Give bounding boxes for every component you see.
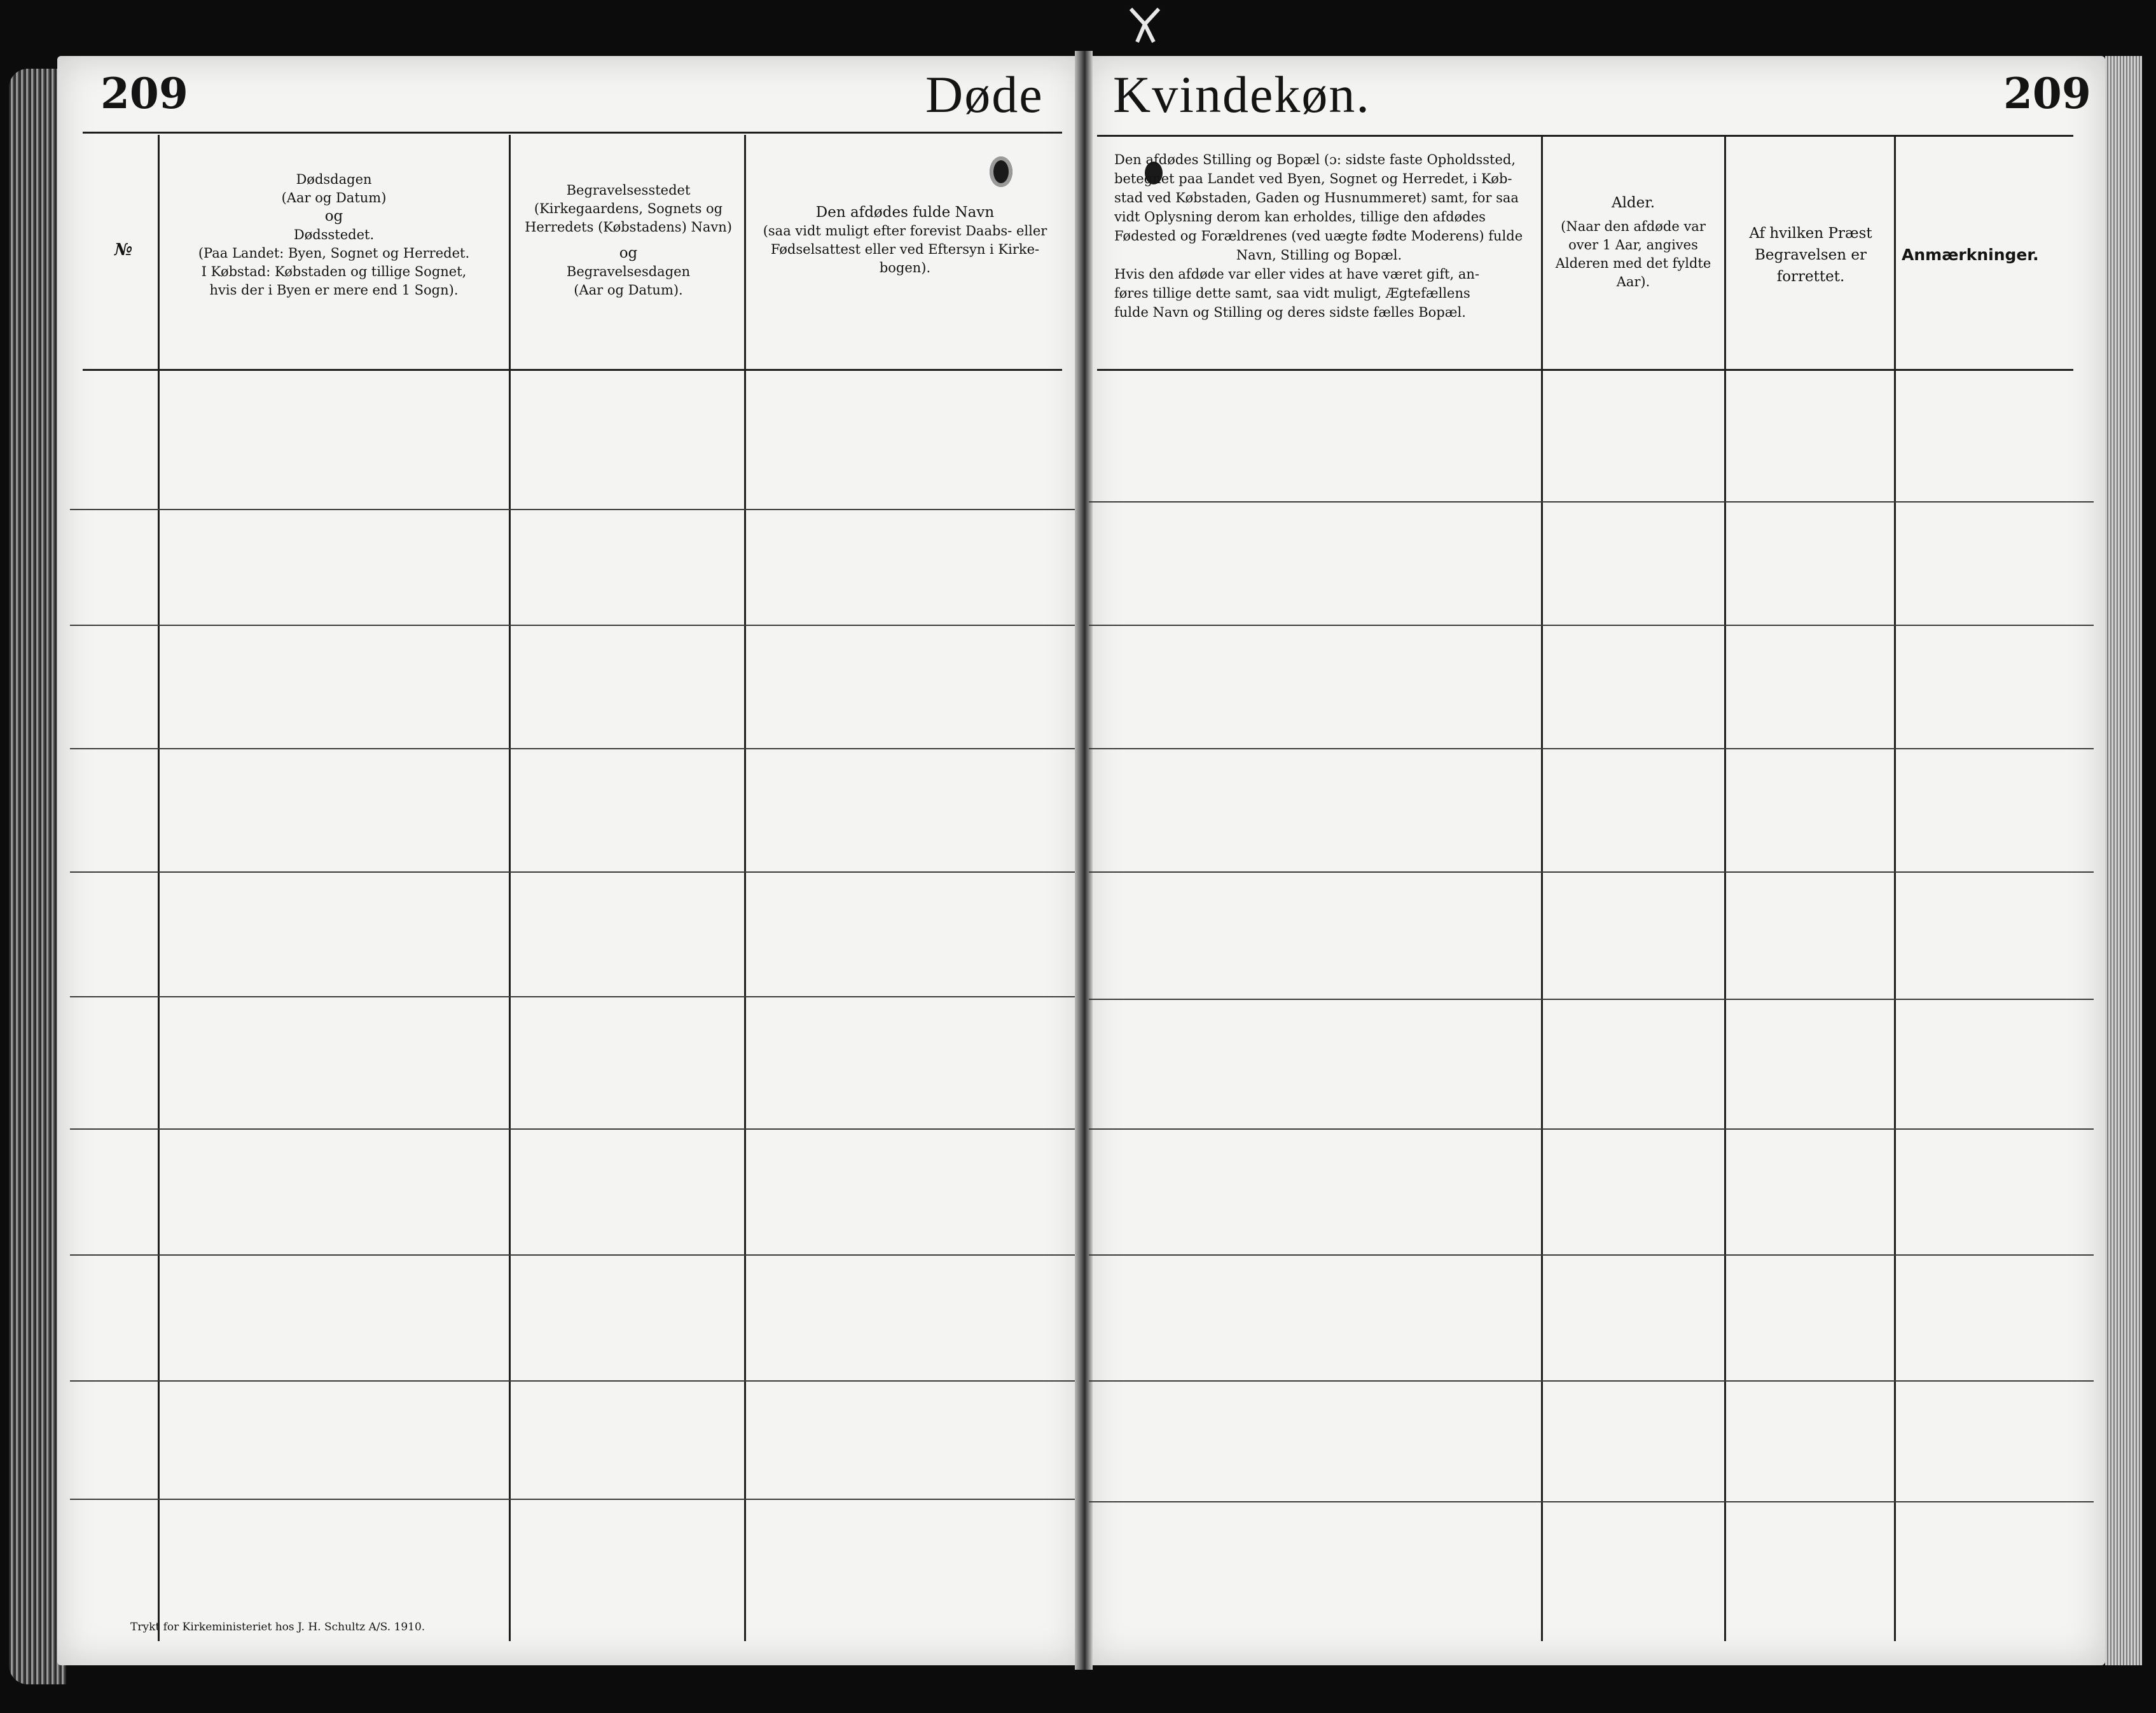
header-line: Den afdødes fulde Navn: [815, 204, 995, 221]
header-line: og: [619, 245, 638, 261]
header-bottom-rule: [83, 369, 1062, 371]
column-header-priest: [1731, 223, 1890, 288]
column-divider: [744, 135, 746, 1641]
header-line: Hvis den afdøde var eller vides at have været gift, an-: [1114, 267, 1480, 282]
row-separator: [1089, 748, 2094, 749]
page-title-right: Kvindekøn.: [1113, 66, 1371, 123]
row-separator: [1089, 871, 2094, 873]
header-line: stad ved Købstaden, Gaden og Husnummeret) samt, for saa: [1114, 190, 1519, 205]
book-gutter: [1075, 51, 1093, 1670]
book-edge-right: [2105, 56, 2142, 1665]
column-header-death-date: [167, 170, 501, 300]
header-line: I Købstad: Købstaden og tillige Sognet,: [201, 264, 467, 279]
header-line: Herredets (Købstadens) Navn): [525, 219, 732, 235]
header-line: Alderen med det fyldte: [1555, 256, 1711, 271]
row-separator: [70, 509, 1075, 510]
header-line: Dødsdagen: [296, 172, 372, 187]
header-line: (Naar den afdøde var: [1561, 219, 1706, 234]
header-line: vidt Oplysning derom kan erholdes, tillige den afdødes: [1114, 209, 1486, 225]
header-line: (Kirkegaardens, Sognets og: [534, 201, 723, 216]
header-line: (saa vidt muligt efter forevist Daabs- eller: [763, 223, 1047, 239]
column-header-age: [1549, 194, 1718, 291]
row-separator: [1089, 501, 2094, 503]
row-separator: [70, 871, 1075, 873]
bookmark-ribbon-icon: [1126, 5, 1164, 43]
column-divider: [1541, 137, 1543, 1641]
page-title-left: Døde: [925, 66, 1044, 123]
header-line: Alder.: [1611, 195, 1655, 211]
column-divider: [1724, 137, 1726, 1641]
row-separator: [1089, 1128, 2094, 1130]
header-line: betegnet paa Landet ved Byen, Sognet og Herredet, i Køb-: [1114, 171, 1512, 186]
header-line: Dødsstedet.: [293, 227, 375, 242]
header-line: (Paa Landet: Byen, Sognet og Herredet.: [198, 246, 470, 261]
page-number-right: 209: [2003, 69, 2091, 118]
row-separator: [1089, 1501, 2094, 1502]
row-separator: [70, 1499, 1075, 1500]
header-line: fulde Navn og Stilling og deres sidste fælles Bopæl.: [1114, 305, 1466, 320]
column-header-residence: [1114, 150, 1524, 322]
header-line: over 1 Aar, angives: [1568, 237, 1698, 253]
header-line: Af hvilken Præst: [1749, 225, 1872, 242]
header-line: Fødested og Forældrenes (ved uægte fødte Moderens) fulde: [1114, 228, 1523, 244]
header-line: (Aar og Datum): [281, 190, 387, 205]
header-line: Aar).: [1616, 274, 1650, 289]
header-top-rule: [1097, 135, 2073, 137]
column-divider: [1894, 137, 1896, 1641]
column-header-number: №: [114, 240, 133, 260]
header-line: (Aar og Datum).: [574, 282, 683, 298]
header-line: Begravelsesdagen: [566, 264, 691, 279]
header-top-rule: [83, 132, 1062, 134]
row-separator: [70, 996, 1075, 997]
column-header-burial: [516, 181, 740, 300]
header-bottom-rule: [1097, 369, 2073, 371]
printer-imprint: Trykt for Kirkeministeriet hos J. H. Schultz A/S. 1910.: [130, 1621, 425, 1633]
row-separator: [70, 625, 1075, 626]
header-line: hvis der i Byen er mere end 1 Sogn).: [209, 282, 459, 298]
column-header-remarks: Anmærkninger.: [1902, 246, 2039, 264]
header-line: og: [324, 208, 343, 225]
page-number-left: 209: [100, 69, 188, 118]
row-separator: [70, 1128, 1075, 1130]
header-line: forrettet.: [1776, 268, 1845, 285]
punch-hole-icon: [990, 156, 1012, 187]
row-separator: [70, 1254, 1075, 1256]
header-line: Begravelsesstedet: [566, 183, 691, 198]
row-separator: [1089, 1380, 2094, 1382]
column-divider: [509, 135, 511, 1641]
header-line: føres tillige dette samt, saa vidt muligt, Ægtefællens: [1114, 286, 1470, 301]
header-line: Navn, Stilling og Bopæl.: [1236, 247, 1402, 263]
header-line: Begravelsen er: [1754, 247, 1867, 263]
row-separator: [1089, 1254, 2094, 1256]
column-divider: [158, 135, 160, 1641]
header-line: bogen).: [879, 260, 931, 275]
row-separator: [1089, 625, 2094, 626]
row-separator: [1089, 999, 2094, 1000]
row-separator: [70, 1380, 1075, 1382]
header-line: Fødselsattest eller ved Eftersyn i Kirke-: [770, 242, 1040, 257]
row-separator: [70, 748, 1075, 749]
column-header-full-name: [754, 204, 1056, 277]
header-line: Den afdødes Stilling og Bopæl (ɔ: sidste faste Opholdssted,: [1114, 152, 1516, 167]
